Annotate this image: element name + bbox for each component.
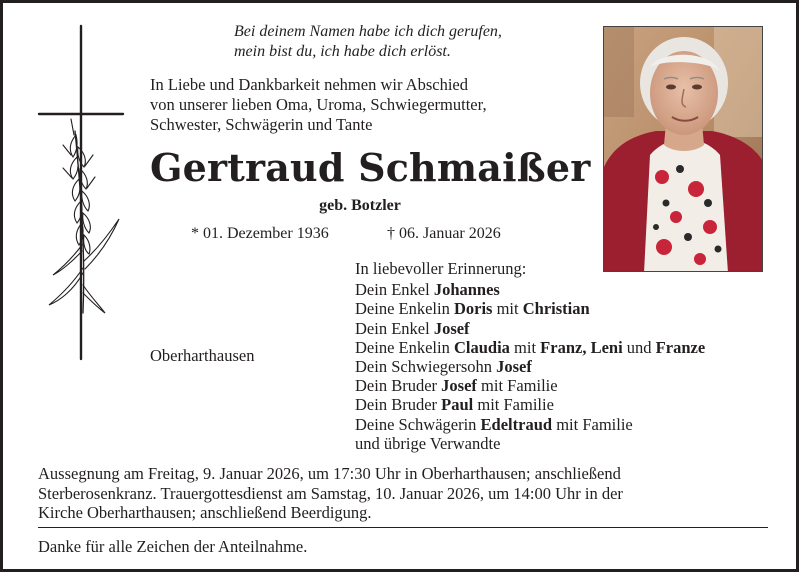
death-date: † 06. Januar 2026 — [387, 225, 501, 242]
mourner-row — [355, 338, 775, 357]
birth-date: * 01. Dezember 1936 — [191, 225, 329, 242]
mourner-row — [355, 280, 775, 299]
funeral-service-info — [38, 464, 768, 523]
mourner-relation: mit — [492, 299, 523, 319]
thanks-text: Danke für alle Zeichen der Anteilnahme. — [38, 537, 308, 556]
mourner-row — [355, 415, 775, 434]
mourner-relation: mit Familie — [552, 414, 633, 434]
mourner-relation: Dein Bruder — [355, 376, 442, 396]
mourner-name: Claudia — [453, 337, 510, 357]
mourner-name: Josef — [496, 357, 532, 377]
mourner-name: Edeltraud — [480, 414, 553, 434]
mourners-heading: In liebevoller Erinnerung: — [355, 259, 527, 278]
mourner-name: Johannes — [433, 280, 500, 300]
mourner-relation: und übrige Verwandte — [355, 433, 501, 453]
mourner-relation: mit — [509, 337, 541, 357]
farewell-line-1: In Liebe und Dankbarkeit nehmen wir Abschied — [150, 75, 468, 94]
mourner-relation: Deine Enkelin — [355, 337, 454, 357]
mourner-name: Franze — [655, 337, 706, 357]
service-line-3: Kirche Oberharthausen; anschließend Beerdigung. — [38, 503, 372, 522]
mourner-row — [355, 319, 775, 338]
mourner-name: Doris — [453, 299, 493, 319]
deceased-name: Gertraud Schmaißer — [150, 145, 591, 190]
mourner-row — [355, 357, 775, 376]
mourner-row — [355, 395, 775, 414]
mourner-relation: mit Familie — [476, 376, 558, 396]
farewell-text — [150, 75, 580, 135]
birth-name: geb. Botzler — [319, 197, 401, 214]
verse-line-2: mein bist du, ich habe dich erlöst. — [234, 43, 451, 60]
mourner-row — [355, 299, 775, 318]
mourner-row — [355, 376, 775, 395]
verse-line-1: Bei deinem Namen habe ich dich gerufen, — [234, 23, 502, 40]
portrait-image — [604, 27, 763, 272]
mourner-relation: Dein Enkel — [355, 318, 434, 338]
service-line-2: Sterberosenkranz. Trauergottesdienst am Samstag, 10. Januar 2026, um 14:00 Uhr in der — [38, 483, 623, 503]
cross-with-wheat-icon — [33, 23, 133, 363]
portrait-photo — [603, 26, 763, 272]
place-of-residence: Oberharthausen — [150, 346, 255, 365]
farewell-line-3: Schwester, Schwägerin und Tante — [150, 115, 373, 134]
bible-verse — [234, 22, 574, 62]
mourner-relation: Deine Schwägerin — [355, 414, 481, 434]
mourner-relation: mit Familie — [473, 395, 554, 415]
mourner-name: Franz, Leni — [540, 337, 623, 357]
mourner-name: Josef — [433, 318, 470, 338]
mourner-relation: Dein Bruder — [355, 395, 442, 415]
mourner-row — [355, 434, 775, 453]
mourner-relation: und — [622, 337, 656, 357]
mourner-relation: Dein Schwiegersohn — [355, 357, 497, 377]
divider-line — [38, 527, 768, 528]
mourner-rows — [355, 280, 775, 453]
mourner-name: Josef — [441, 376, 477, 396]
mourner-name: Christian — [522, 299, 590, 319]
mourner-relation: Deine Enkelin — [355, 299, 454, 319]
mourners-list — [355, 259, 775, 453]
mourner-name: Paul — [441, 395, 474, 415]
service-line-1: Aussegnung am Freitag, 9. Januar 2026, um 17:30 Uhr in Oberharthausen; anschließend — [38, 464, 621, 483]
life-dates — [191, 224, 591, 244]
mourner-relation: Dein Enkel — [355, 280, 434, 300]
farewell-line-2: von unserer lieben Oma, Uroma, Schwiegermutter, — [150, 95, 487, 114]
